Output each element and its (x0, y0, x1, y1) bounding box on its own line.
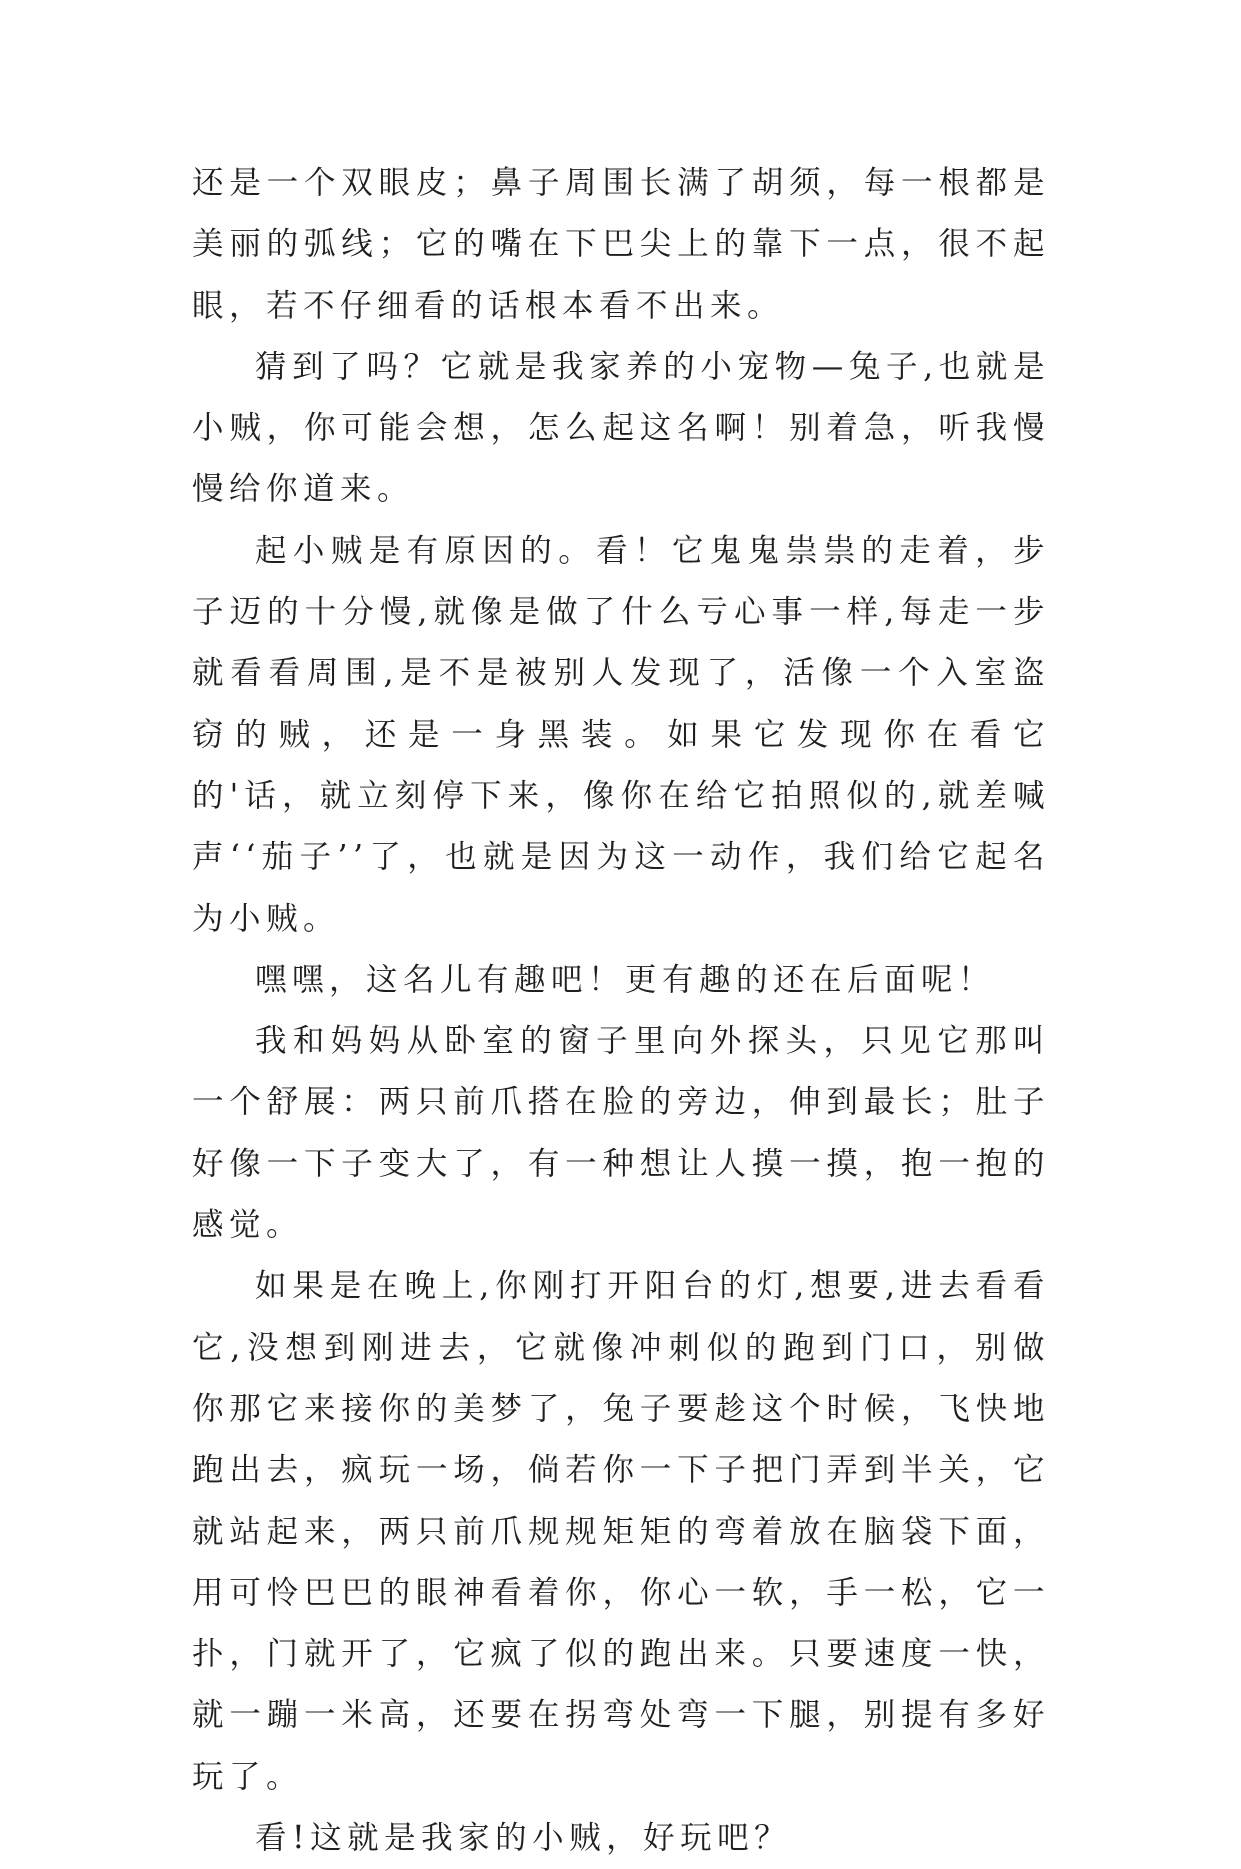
paragraph-1: 还是一个双眼皮；鼻子周围长满了胡须，每一根都是美丽的弧线；它的嘴在下巴尖上的靠下一点，很不起眼，若不仔细看的话根本看不出来。 (192, 165, 1050, 324)
paragraph-4: 嘿嘿，这名儿有趣吧！更有趣的还在后面呢！ (255, 961, 996, 998)
paragraph-7: 看!这就是我家的小贼，好玩吧？ (255, 1820, 792, 1857)
paragraph-5: 我和妈妈从卧室的窗子里向外探头，只见它那叫一个舒展：两只前爪搭在脸的旁边，伸到最长；肚子好像一下子变大了，有一种想让人摸一摸，抱一抱的感觉。 (192, 1023, 1050, 1244)
paragraph-2: 猜到了吗？它就是我家养的小宠物—兔子,也就是小贼，你可能会想，怎么起这名啊！别着急，听我慢慢给你道来。 (192, 348, 1050, 508)
paragraph-6: 如果是在晚上,你刚打开阳台的灯,想要,进去看看它,没想到刚进去，它就像冲刺似的跑到门口，别做你那它来接你的美梦了，兔子要趁这个时候，飞快地跑出去，疯玩一场，倘若你一下子把门弄到半关，它就站起来，两只前爪规规矩矩的弯着放在脑袋下面，用可怜巴巴的眼神看着你，你心一软，手一松，它一扑，门就开了，它疯了似的跑出来。只要速度一快，就一蹦一米高，还要在拐弯处弯一下腿，别提有多好玩了。 (192, 1268, 1050, 1795)
paragraph-3: 起小贼是有原因的。看！它鬼鬼祟祟的走着，步子迈的十分慢,就像是做了什么亏心事一样,每走一步就看看周围,是不是被别人发现了，活像一个入室盗窃的贼，还是一身黑装。如果它发现你在看它的'话，就立刻停下来，像你在给它拍照似的,就差喊声‘‘茄子’’了，也就是因为这一动作，我们给它起名为小贼。 (192, 532, 1050, 937)
document-page (192, 153, 1050, 1869)
